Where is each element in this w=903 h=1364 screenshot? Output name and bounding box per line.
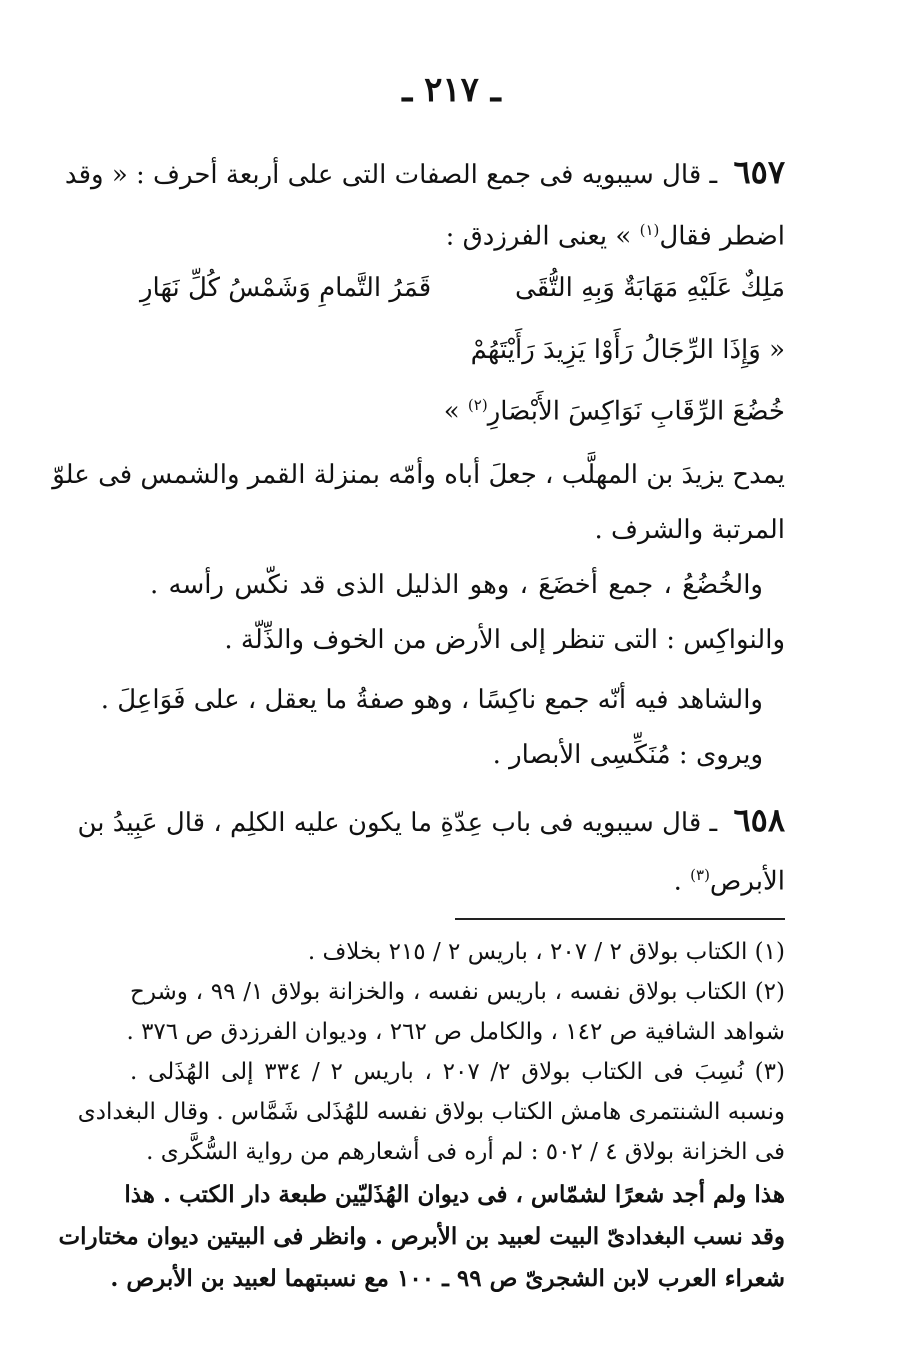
verse-2-second-hemistich-line (300, 385, 785, 432)
footnote-3-line-6: شعراء العرب لابن الشجرىّ ص ٩٩ ـ ١٠٠ مع نسبتهما لعبيد بن الأبرص . (110, 1265, 785, 1292)
entry-657-line-2-text: اضطر فقال (659, 221, 785, 252)
footnote-3-line-4: هذا ولم أجد شعرًا لشمّاس ، فى ديوان الهُذَليّين طبعة دار الكتب . هذا (124, 1181, 785, 1208)
entry-657-text: ـ قال سيبويه فى جمع الصفات التى على أربعة أحرف : « وقد (64, 160, 718, 190)
commentary-line-4: والنواكِس : التى تنظر إلى الأرض من الخوف والذِّلّة . (224, 625, 785, 655)
footnote-3-line-3: فى الخزانة بولاق ٤ / ٥٠٢ : لم أره فى أشعارهم من رواية السُّكَّرى . (146, 1139, 785, 1165)
commentary-line-5: والشاهد فيه أنّه جمع ناكِسًا ، وهو صفةُ ما يعقل ، على فَوَاعِلَ . (100, 685, 763, 715)
footnote-ref-3: (٣) (690, 866, 710, 884)
verse-1-second-hemistich: قَمَرُ التَّمامِ وَشَمْسُ كُلِّ نَهَارِ (140, 273, 432, 303)
commentary-line-1: يمدح يزيدَ بن المهلَّب ، جعلَ أباه وأمّه بمنزلة القمر والشمس فى علوّ (52, 460, 785, 490)
entry-657-number: ٦٥٧ (733, 153, 785, 191)
footnote-3-line-2: ونسبه الشنتمرى هامش الكتاب بولاق نفسه للهُذَلى شَمَّاس . وقال البغدادى (77, 1099, 785, 1125)
verse-1-first-hemistich: مَلِكٌ عَلَيْهِ مَهَابَةٌ وَبِهِ التُّقَى (515, 273, 785, 303)
verse-2-close-quote: » (443, 396, 460, 427)
entry-658-line-2-rest: . (673, 866, 682, 897)
entry-657-line-2-rest: » يعنى الفرزدق : (445, 221, 632, 252)
verse-2-second-hemistich: خُضُعَ الرِّقَابِ نَوَاكِسَ الأَبْصَارِ (487, 396, 785, 427)
footnote-3-line-5: وقد نسب البغدادىّ البيت لعبيد بن الأبرص . وانظر فى البيتين ديوان مختارات (58, 1223, 785, 1250)
verse-2-first-hemistich: « وَإِذَا الرِّجَالُ رَأَوْا يَزِيدَ رَأَيْتَهُمْ (470, 335, 785, 365)
footnote-2-line-1: (٢) الكتاب بولاق نفسه ، باريس نفسه ، والخزانة بولاق ١/ ٩٩ ، وشرح (130, 979, 786, 1005)
footnote-2-line-2: شواهد الشافية ص ١٤٢ ، والكامل ص ٢٦٢ ، وديوان الفرزدق ص ٣٧٦ . (126, 1019, 785, 1045)
footnote-separator (455, 918, 785, 920)
entry-658-text: ـ قال سيبويه فى باب عِدّةِ ما يكون عليه الكلِم ، قال عَبِيدُ بن (77, 808, 718, 838)
commentary-line-3: والخُضُعُ ، جمع أخضَعَ ، وهو الذليل الذى قد نكّس رأسه . (150, 570, 763, 600)
footnote-ref-1: (١) (639, 221, 660, 239)
commentary-line-6: ويروى : مُنَكِّسِى الأبصار . (492, 740, 763, 770)
entry-658-number: ٦٥٨ (733, 801, 785, 839)
entry-658-line-1 (77, 800, 785, 843)
commentary-line-2: المرتبة والشرف . (594, 515, 785, 545)
footnote-1: (١) الكتاب بولاق ٢ / ٢٠٧ ، باريس ٢ / ٢١٥ بخلاف . (307, 939, 785, 965)
page-number: ـ ٢١٧ ـ (402, 70, 501, 110)
entry-658-line-2-text: الأبرص (709, 866, 785, 897)
footnote-3-line-1: (٣) نُسِبَ فى الكتاب بولاق ٢/ ٢٠٧ ، باريس ٢ / ٣٣٤ إلى الهُذَلى . (130, 1059, 785, 1085)
entry-657-line-1 (64, 152, 785, 195)
footnote-ref-2: (٢) (467, 396, 488, 414)
entry-658-line-2 (130, 855, 785, 902)
entry-657-line-2 (130, 210, 785, 257)
